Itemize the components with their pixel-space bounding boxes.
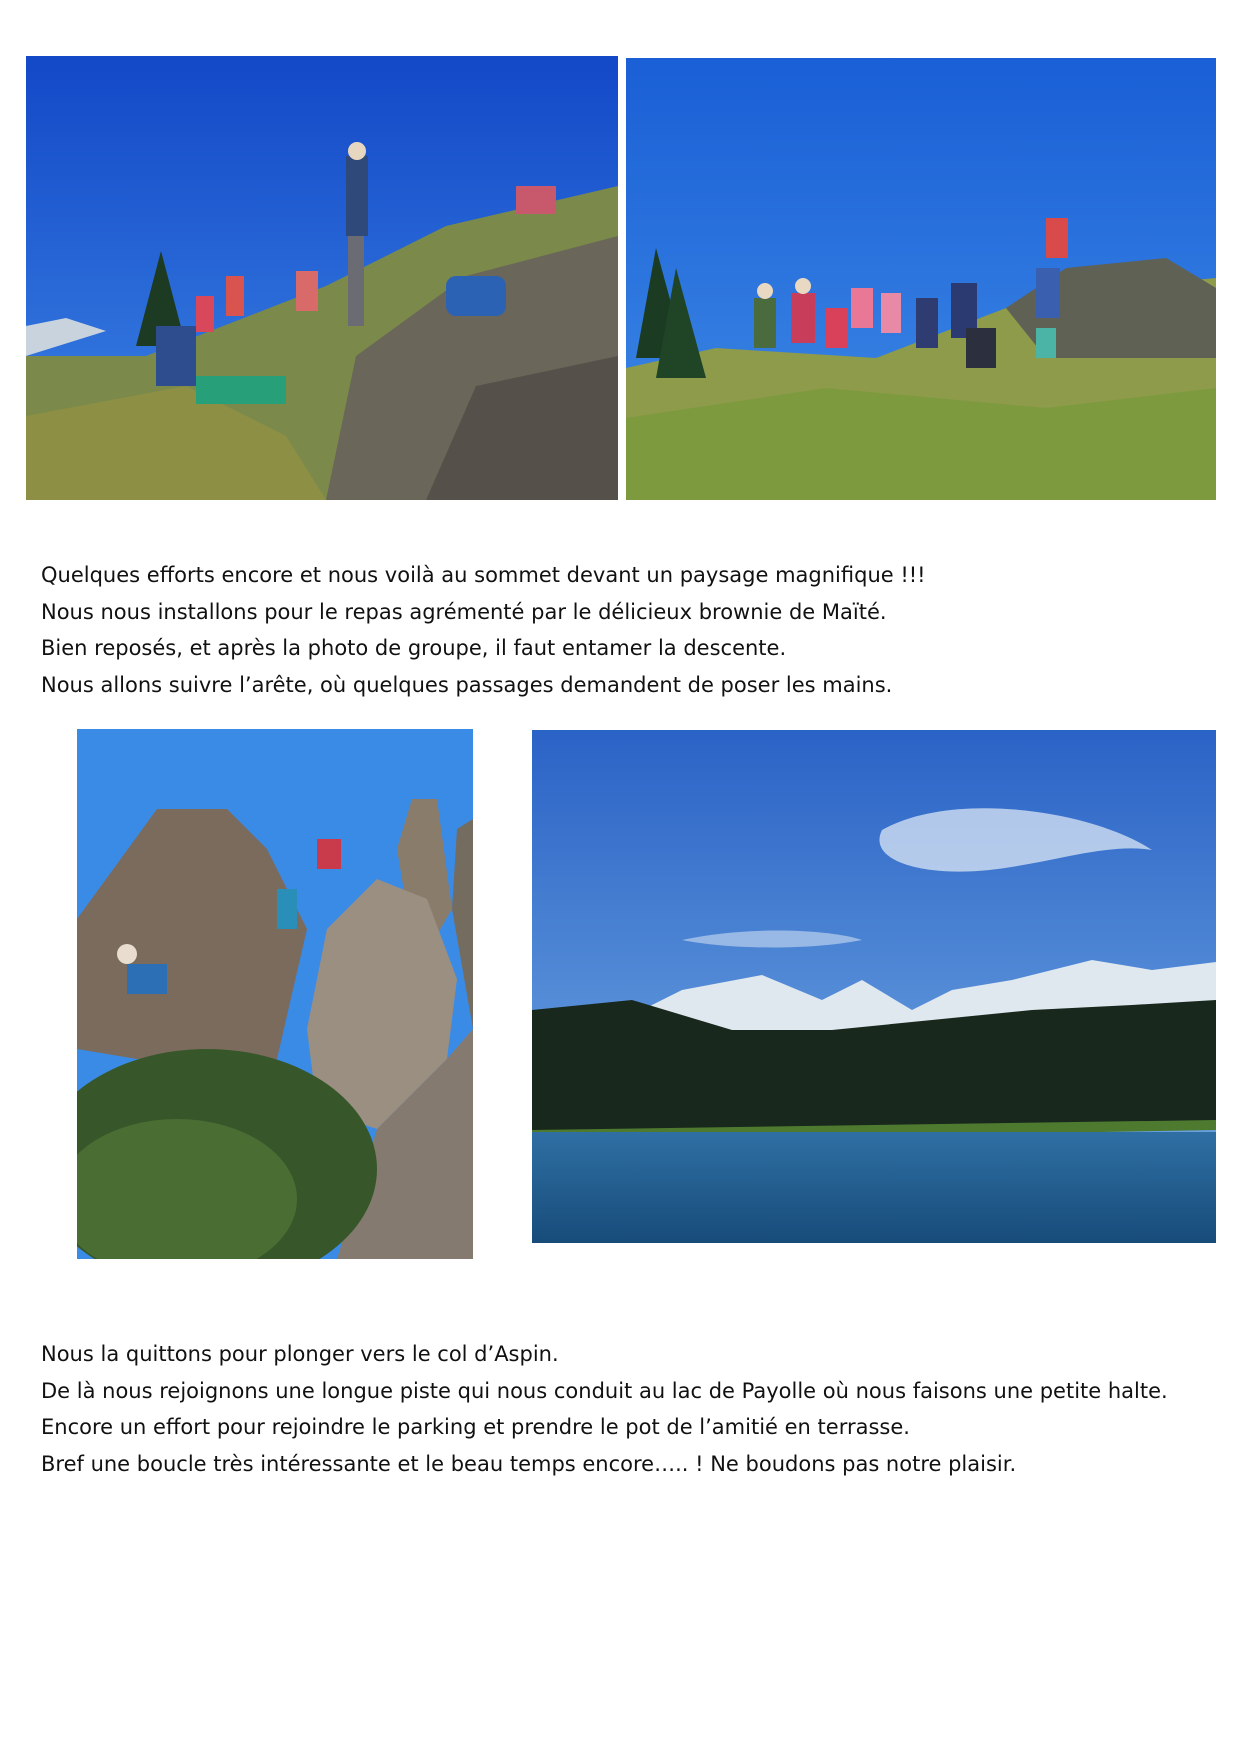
text-line: De là nous rejoignons une longue piste qui nous conduit au lac de Payolle où nous faisons une petite halte. [41,1378,1168,1403]
text-line: Nous nous installons pour le repas agrémenté par le délicieux brownie de Maïté. [41,599,887,624]
paragraph-summit [41,557,1221,703]
text-line: Nous la quittons pour plonger vers le col d’Aspin. [41,1342,559,1366]
text-line: Quelques efforts encore et nous voilà au sommet devant un paysage magnifique !!! [41,563,926,587]
photo-group-on-summit [626,58,1216,500]
photo-lake-payolle [532,730,1216,1243]
paragraph-descent [41,1336,1221,1482]
text-line: Bref une boucle très intéressante et le beau temps encore….. ! Ne boudons pas notre plaisir. [41,1451,1017,1476]
photo-hikers-resting-on-slope [26,56,618,500]
text-line: Nous allons suivre l’arête, où quelques passages demandent de poser les mains. [41,672,893,697]
text-line: Bien reposés, et après la photo de groupe, il faut entamer la descente. [41,636,787,660]
text-line: Encore un effort pour rejoindre le parking et prendre le pot de l’amitié en terrasse. [41,1415,910,1439]
photo-climbing-ridge-rocks [77,729,473,1259]
